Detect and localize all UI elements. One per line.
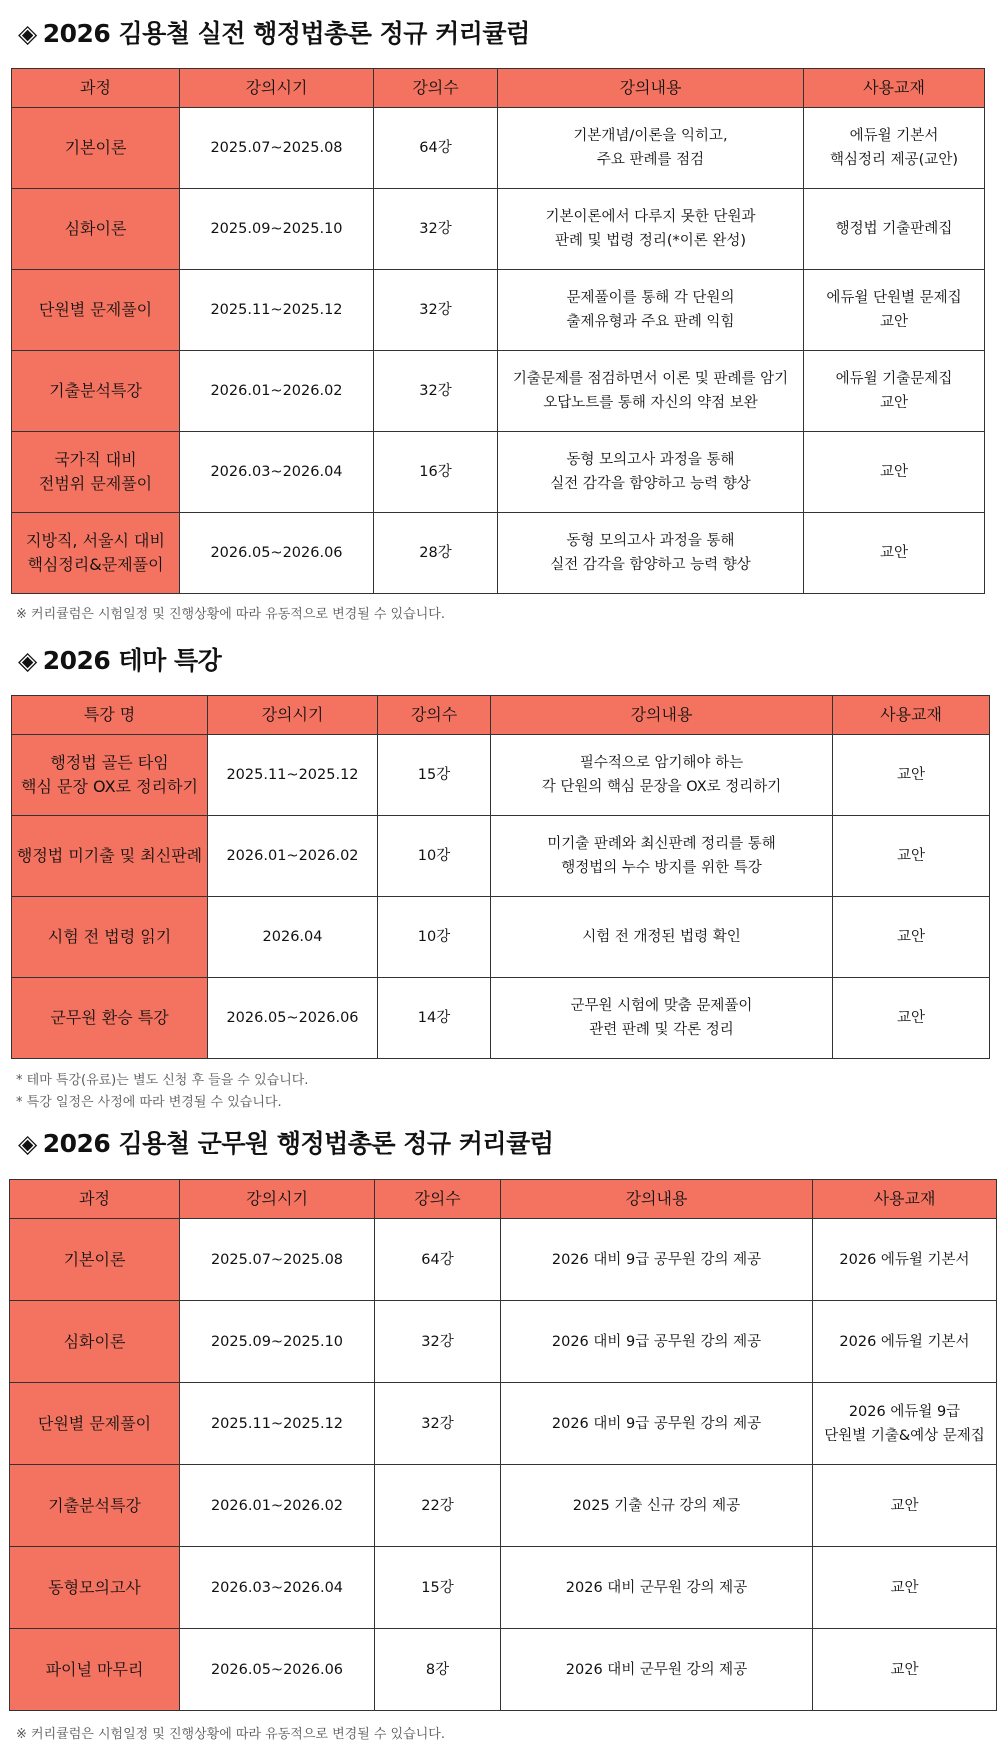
table-cell: 미기출 판례와 최신판례 정리를 통해 행정법의 누수 방지를 위한 특강: [491, 816, 833, 897]
column-header: 강의내용: [491, 696, 833, 735]
table-cell: 32강: [374, 351, 498, 432]
table-row: [12, 978, 990, 1059]
column-header: 과정: [12, 69, 180, 108]
table-cell: 교안: [813, 1465, 997, 1547]
column-header: 사용교재: [813, 1180, 997, 1219]
table-cell: 교안: [833, 735, 990, 816]
table-cell: 8강: [375, 1629, 501, 1711]
table-cell: 2026.03~2026.04: [180, 432, 374, 513]
header-row: [10, 1180, 997, 1219]
column-header: 강의내용: [498, 69, 804, 108]
table-cell: 2026 대비 9급 공무원 강의 제공: [501, 1219, 813, 1301]
section2-note-1: * 테마 특강(유료)는 별도 신청 후 들을 수 있습니다.: [16, 1073, 309, 1088]
table-cell: 2026 대비 군무원 강의 제공: [501, 1629, 813, 1711]
table-row: [10, 1383, 997, 1465]
table-row: [10, 1219, 997, 1301]
table-cell: 32강: [375, 1301, 501, 1383]
table-cell: 필수적으로 암기해야 하는 각 단원의 핵심 문장을 OX로 정리하기: [491, 735, 833, 816]
row-title-cell: 시험 전 법령 읽기: [12, 897, 208, 978]
military-curriculum-table: [9, 1179, 997, 1711]
row-title-cell: 행정법 골든 타임 핵심 문장 OX로 정리하기: [12, 735, 208, 816]
table-cell: 문제풀이를 통해 각 단원의 출제유형과 주요 판례 익힘: [498, 270, 804, 351]
table-cell: 행정법 기출판례집: [804, 189, 985, 270]
table-row: [12, 351, 985, 432]
table-cell: 교안: [813, 1629, 997, 1711]
table-cell: 교안: [833, 897, 990, 978]
table-cell: 2025.07~2025.08: [180, 108, 374, 189]
table-cell: 에듀윌 기본서 핵심정리 제공(교안): [804, 108, 985, 189]
table-cell: 28강: [374, 513, 498, 594]
table-cell: 2025.09~2025.10: [180, 1301, 375, 1383]
table-cell: 10강: [378, 897, 491, 978]
section1-note: ※ 커리큘럼은 시험일정 및 진행상황에 따라 유동적으로 변경될 수 있습니다.: [16, 607, 445, 622]
table-row: [12, 189, 985, 270]
row-title-cell: 행정법 미기출 및 최신판례: [12, 816, 208, 897]
table-cell: 2026 에듀윌 기본서: [813, 1219, 997, 1301]
column-header: 강의수: [378, 696, 491, 735]
row-title-cell: 파이널 마무리: [10, 1629, 180, 1711]
table-cell: 2026 에듀윌 9급 단원별 기출&예상 문제집: [813, 1383, 997, 1465]
table-cell: 교안: [804, 513, 985, 594]
section3-title: ◈ 2026 김용철 군무원 행정법총론 정규 커리큘럼: [18, 1129, 554, 1158]
table-row: [10, 1547, 997, 1629]
table-cell: 2026.01~2026.02: [180, 351, 374, 432]
table-cell: 2026 대비 9급 공무원 강의 제공: [501, 1301, 813, 1383]
table-cell: 22강: [375, 1465, 501, 1547]
table-cell: 교안: [813, 1547, 997, 1629]
curriculum-table-1: [11, 68, 985, 594]
row-title-cell: 지방직, 서울시 대비 핵심정리&문제풀이: [12, 513, 180, 594]
table-cell: 기출문제를 점검하면서 이론 및 판례를 암기 오답노트를 통해 자신의 약점 보완: [498, 351, 804, 432]
table-cell: 10강: [378, 816, 491, 897]
column-header: 과정: [10, 1180, 180, 1219]
table-cell: 에듀윌 기출문제집 교안: [804, 351, 985, 432]
diamond-bullet-icon: ◈: [18, 19, 37, 48]
table-cell: 64강: [374, 108, 498, 189]
diamond-bullet-icon: ◈: [18, 646, 37, 675]
table-row: [12, 897, 990, 978]
table-cell: 2026.05~2026.06: [208, 978, 378, 1059]
table-cell: 교안: [833, 816, 990, 897]
row-title-cell: 기출분석특강: [12, 351, 180, 432]
table-cell: 15강: [378, 735, 491, 816]
row-title-cell: 기본이론: [12, 108, 180, 189]
table-cell: 기본이론에서 다루지 못한 단원과 판례 및 법령 정리(*이론 완성): [498, 189, 804, 270]
table-row: [10, 1629, 997, 1711]
table-cell: 2026.04: [208, 897, 378, 978]
row-title-cell: 동형모의고사: [10, 1547, 180, 1629]
row-title-cell: 단원별 문제풀이: [12, 270, 180, 351]
table-row: [10, 1301, 997, 1383]
table-cell: 교안: [804, 432, 985, 513]
table-row: [12, 513, 985, 594]
table-cell: 2026.01~2026.02: [208, 816, 378, 897]
table-cell: 2025.11~2025.12: [180, 1383, 375, 1465]
table-cell: 32강: [375, 1383, 501, 1465]
table-cell: 동형 모의고사 과정을 통해 실전 감각을 함양하고 능력 향상: [498, 432, 804, 513]
table-cell: 에듀윌 단원별 문제집 교안: [804, 270, 985, 351]
table-cell: 군무원 시험에 맞춤 문제풀이 관련 판례 및 각론 정리: [491, 978, 833, 1059]
table-cell: 2026.01~2026.02: [180, 1465, 375, 1547]
table-cell: 교안: [833, 978, 990, 1059]
table-row: [12, 108, 985, 189]
table-cell: 2025.09~2025.10: [180, 189, 374, 270]
row-title-cell: 기출분석특강: [10, 1465, 180, 1547]
column-header: 사용교재: [833, 696, 990, 735]
table-cell: 2025 기출 신규 강의 제공: [501, 1465, 813, 1547]
row-title-cell: 단원별 문제풀이: [10, 1383, 180, 1465]
table-row: [10, 1465, 997, 1547]
column-header: 사용교재: [804, 69, 985, 108]
section2-title: ◈ 2026 테마 특강: [18, 646, 222, 675]
row-title-cell: 심화이론: [10, 1301, 180, 1383]
row-title-cell: 기본이론: [10, 1219, 180, 1301]
table-row: [12, 432, 985, 513]
table-row: [12, 270, 985, 351]
section3-note: ※ 커리큘럼은 시험일정 및 진행상황에 따라 유동적으로 변경될 수 있습니다.: [16, 1727, 445, 1742]
table-row: [12, 735, 990, 816]
row-title-cell: 군무원 환승 특강: [12, 978, 208, 1059]
table-cell: 2026 에듀윌 기본서: [813, 1301, 997, 1383]
table-cell: 2025.11~2025.12: [208, 735, 378, 816]
column-header: 강의시기: [208, 696, 378, 735]
table-cell: 2026.05~2026.06: [180, 1629, 375, 1711]
theme-lecture-table: [11, 695, 990, 1059]
header-row: [12, 696, 990, 735]
column-header: 강의수: [375, 1180, 501, 1219]
table-cell: 2026.03~2026.04: [180, 1547, 375, 1629]
diamond-bullet-icon: ◈: [18, 1129, 37, 1158]
table-cell: 시험 전 개정된 법령 확인: [491, 897, 833, 978]
table-cell: 14강: [378, 978, 491, 1059]
column-header: 강의시기: [180, 1180, 375, 1219]
table-cell: 2026 대비 군무원 강의 제공: [501, 1547, 813, 1629]
table-row: [12, 816, 990, 897]
table-cell: 15강: [375, 1547, 501, 1629]
table-cell: 기본개념/이론을 익히고, 주요 판례를 점검: [498, 108, 804, 189]
table-cell: 64강: [375, 1219, 501, 1301]
table-cell: 32강: [374, 270, 498, 351]
table-cell: 2025.07~2025.08: [180, 1219, 375, 1301]
table-cell: 2026 대비 9급 공무원 강의 제공: [501, 1383, 813, 1465]
section1-title: ◈ 2026 김용철 실전 행정법총론 정규 커리큘럼: [18, 19, 530, 48]
column-header: 강의시기: [180, 69, 374, 108]
row-title-cell: 국가직 대비 전범위 문제풀이: [12, 432, 180, 513]
row-title-cell: 심화이론: [12, 189, 180, 270]
column-header: 강의내용: [501, 1180, 813, 1219]
table-cell: 16강: [374, 432, 498, 513]
table-cell: 2025.11~2025.12: [180, 270, 374, 351]
header-row: [12, 69, 985, 108]
column-header: 특강 명: [12, 696, 208, 735]
column-header: 강의수: [374, 69, 498, 108]
table-cell: 32강: [374, 189, 498, 270]
table-cell: 2026.05~2026.06: [180, 513, 374, 594]
section2-note-2: * 특강 일정은 사정에 따라 변경될 수 있습니다.: [16, 1095, 282, 1110]
table-cell: 동형 모의고사 과정을 통해 실전 감각을 함양하고 능력 향상: [498, 513, 804, 594]
